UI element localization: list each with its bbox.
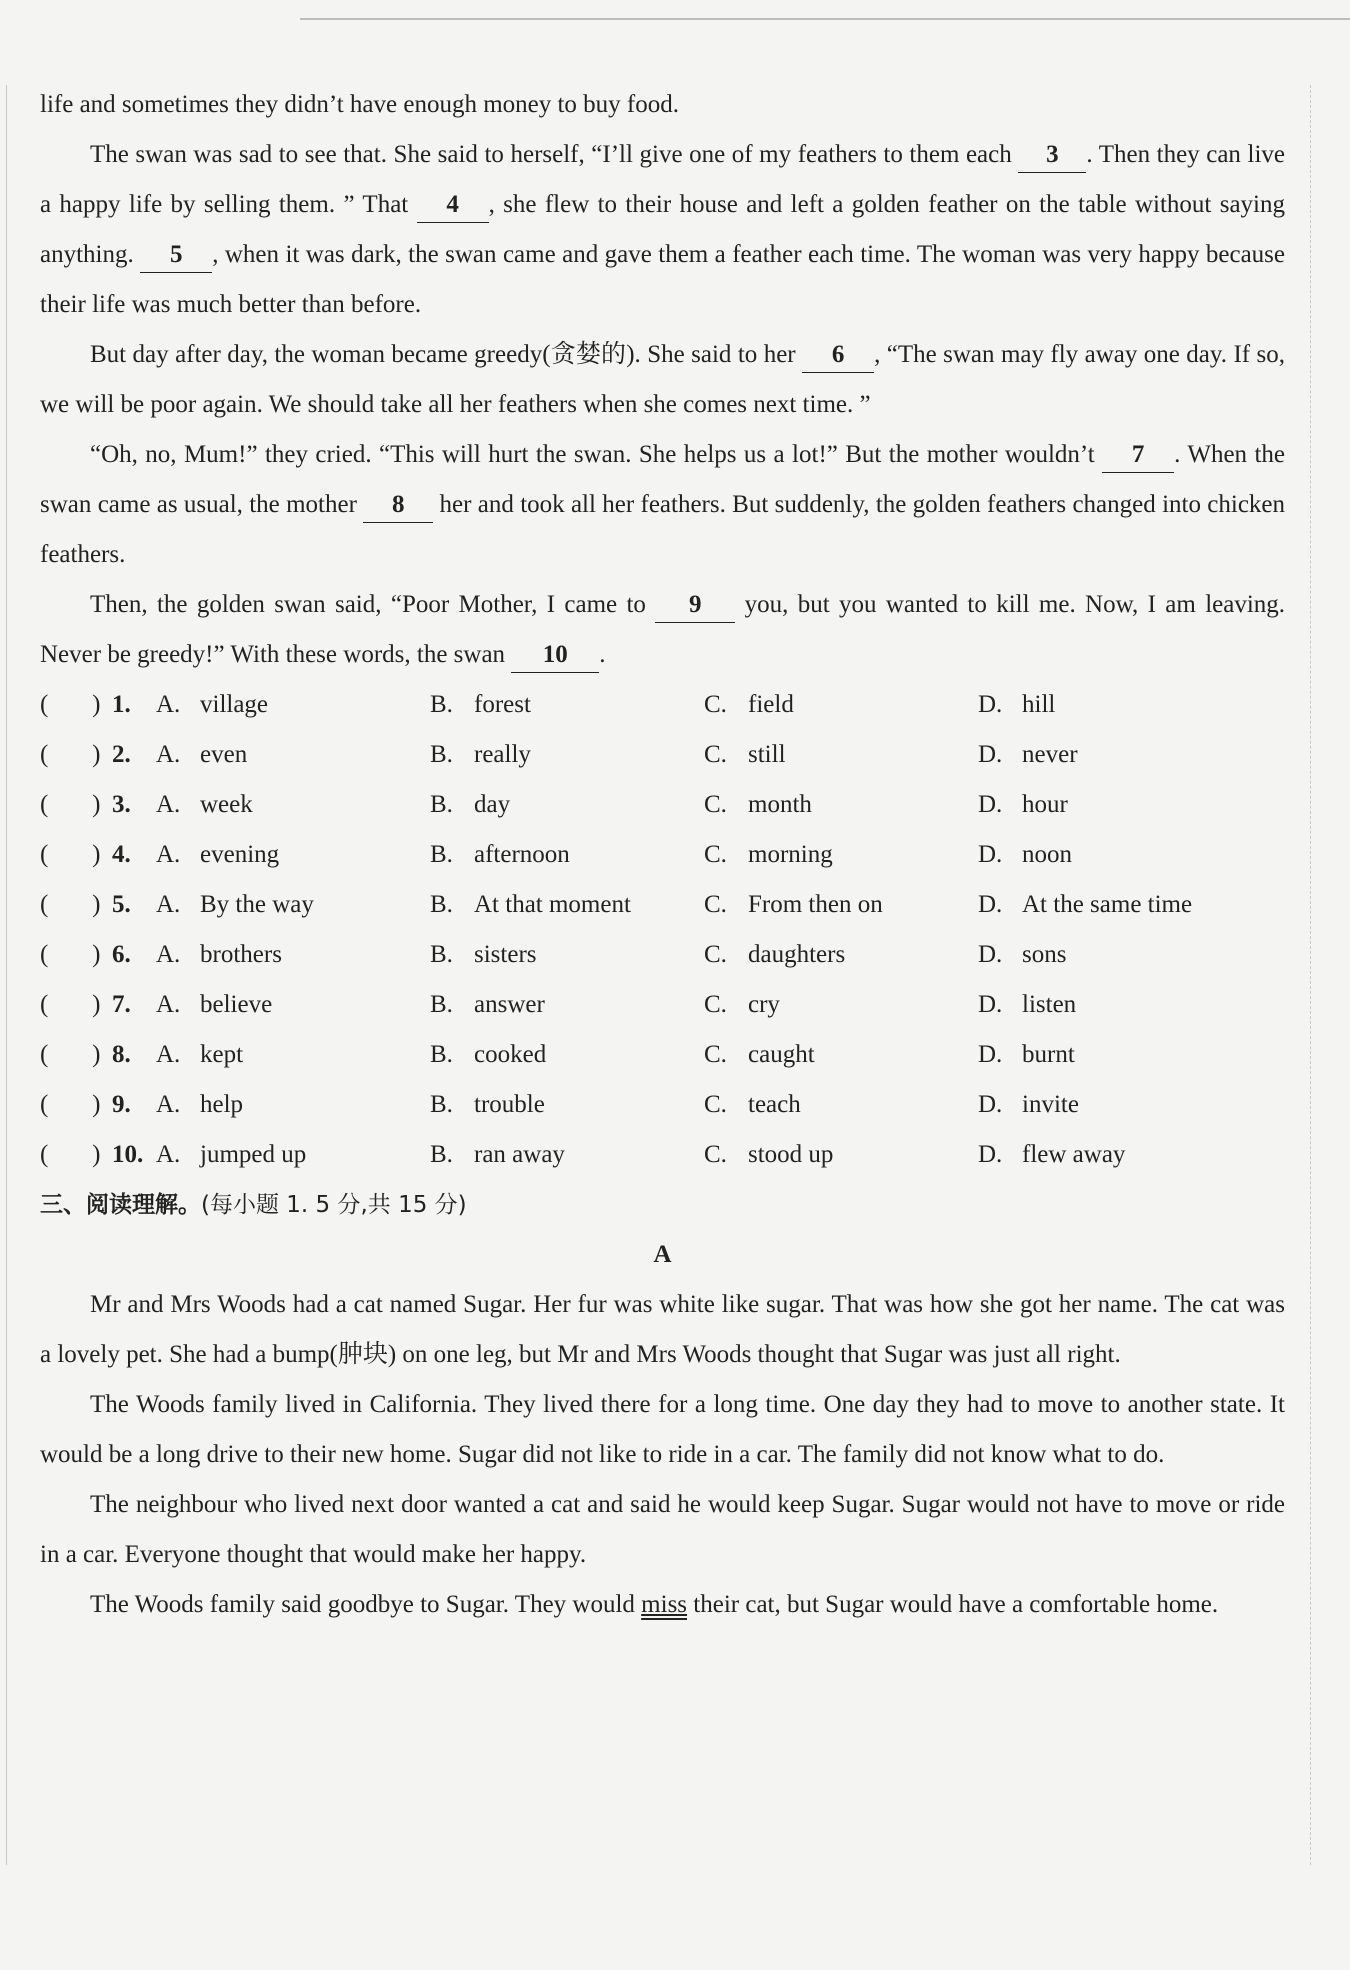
option-label: D. — [978, 1091, 1003, 1118]
option-text: forest — [474, 691, 531, 718]
reading-paragraph-4 — [40, 1580, 1285, 1630]
option-text: even — [200, 741, 248, 768]
passage-heading: A — [653, 1241, 672, 1268]
option-a — [156, 991, 430, 1019]
option-text: hill — [1022, 691, 1056, 718]
option-d — [978, 1141, 1228, 1169]
top-rule — [300, 18, 1350, 20]
text-span: her and took all her feathers. But suddenly, the golden feathers changed into chicken feathers. — [40, 491, 1286, 568]
option-d — [978, 991, 1228, 1019]
answer-bracket[interactable]: ( ) — [40, 841, 101, 868]
option-text: cry — [748, 991, 780, 1018]
option-text: still — [748, 741, 786, 768]
option-b — [430, 1091, 704, 1119]
blank-4: 4 — [417, 188, 489, 223]
option-label: A. — [156, 691, 181, 718]
option-c — [704, 1041, 978, 1069]
option-text: sisters — [474, 941, 537, 968]
text-span: “Oh, no, Mum!” they cried. “This will hurt the swan. She helps us a lot!” But the mother wouldn’t — [90, 441, 1095, 468]
option-label: C. — [704, 1141, 727, 1168]
option-label: C. — [704, 1091, 727, 1118]
option-a — [156, 941, 430, 969]
option-text: day — [474, 791, 511, 818]
blank-10: 10 — [511, 638, 599, 673]
option-text: burnt — [1022, 1041, 1075, 1068]
question-row — [40, 730, 1285, 780]
option-c — [704, 1141, 978, 1169]
option-label: A. — [156, 991, 181, 1018]
option-label: D. — [978, 741, 1003, 768]
question-row — [40, 880, 1285, 930]
option-c — [704, 891, 978, 919]
option-label: A. — [156, 941, 181, 968]
question-number: 6. — [112, 941, 131, 968]
question-row — [40, 1130, 1285, 1180]
reading-paragraph-2: The Woods family lived in California. They lived there for a long time. One day they had to move to another state. It would be a long drive to their new home. Sugar did not like to ride in a car. The family did not know what to do. — [40, 1391, 1285, 1468]
option-label: B. — [430, 1141, 453, 1168]
question-number: 3. — [112, 791, 131, 818]
option-c — [704, 691, 978, 719]
option-text: flew away — [1022, 1141, 1126, 1168]
option-label: B. — [430, 991, 453, 1018]
option-label: A. — [156, 891, 181, 918]
option-label: A. — [156, 1091, 181, 1118]
option-text: morning — [748, 841, 833, 868]
question-row — [40, 680, 1285, 730]
question-row — [40, 930, 1285, 980]
passage-paragraph-2 — [40, 330, 1285, 430]
option-d — [978, 1041, 1228, 1069]
option-a — [156, 891, 430, 919]
text-span: you, but you wanted to kill me. Now, I am leaving. Never be greedy!” With these words, the swan — [40, 591, 1286, 668]
blank-8: 8 — [363, 488, 433, 523]
question-number: 10. — [112, 1141, 144, 1168]
blank-3: 3 — [1018, 138, 1086, 173]
text-span: . Then they can live a happy life by selling them. ” That — [40, 141, 1285, 218]
option-label: C. — [704, 841, 727, 868]
section-score-note: (每小题 1. 5 分,共 15 分) — [201, 1192, 467, 1218]
right-margin-line — [1310, 85, 1312, 1865]
option-text: By the way — [200, 891, 314, 918]
option-label: B. — [430, 1041, 453, 1068]
option-text: village — [200, 691, 269, 718]
option-label: C. — [704, 791, 727, 818]
option-label: B. — [430, 891, 453, 918]
answer-bracket[interactable]: ( ) — [40, 1091, 101, 1118]
question-number: 5. — [112, 891, 131, 918]
passage-paragraph-4 — [40, 580, 1285, 680]
option-a — [156, 791, 430, 819]
option-label: B. — [430, 791, 453, 818]
option-c — [704, 841, 978, 869]
option-label: C. — [704, 941, 727, 968]
text-span: The swan was sad to see that. She said to herself, “I’ll give one of my feathers to them each — [90, 141, 1012, 168]
option-b — [430, 941, 704, 969]
reading-paragraph-3: The neighbour who lived next door wanted a cat and said he would keep Sugar. Sugar would not have to move or ride in a car. Everyone thought that would make her happy. — [40, 1491, 1285, 1568]
option-d — [978, 841, 1228, 869]
option-b — [430, 991, 704, 1019]
option-text: trouble — [474, 1091, 545, 1118]
answer-bracket[interactable]: ( ) — [40, 941, 101, 968]
option-label: C. — [704, 691, 727, 718]
option-text: invite — [1022, 1091, 1079, 1118]
option-text: field — [748, 691, 794, 718]
option-label: A. — [156, 791, 181, 818]
option-label: A. — [156, 741, 181, 768]
text-span: their cat, but Sugar would have a comfortable home. — [693, 1591, 1219, 1618]
text-span: But day after day, the woman became greedy(贪婪的). She said to her — [90, 341, 796, 368]
option-label: A. — [156, 1041, 181, 1068]
option-text: cooked — [474, 1041, 547, 1068]
option-label: D. — [978, 691, 1003, 718]
option-b — [430, 1141, 704, 1169]
option-label: D. — [978, 1041, 1003, 1068]
option-c — [704, 1091, 978, 1119]
answer-bracket[interactable]: ( ) — [40, 1141, 101, 1168]
option-text: daughters — [748, 941, 846, 968]
option-b — [430, 791, 704, 819]
option-text: believe — [200, 991, 273, 1018]
text-span: , when it was dark, the swan came and gave them a feather each time. The woman was very happy because their life was much better than before. — [40, 241, 1285, 318]
answer-bracket[interactable]: ( ) — [40, 741, 101, 768]
option-label: D. — [978, 791, 1003, 818]
option-text: noon — [1022, 841, 1072, 868]
answer-bracket[interactable]: ( ) — [40, 1041, 101, 1068]
option-text: hour — [1022, 791, 1068, 818]
option-text: afternoon — [474, 841, 570, 868]
passage-paragraph-0: life and sometimes they didn’t have enough money to buy food. — [40, 91, 680, 118]
option-c — [704, 791, 978, 819]
option-b — [430, 741, 704, 769]
question-number: 1. — [112, 691, 131, 718]
option-label: B. — [430, 941, 453, 968]
option-text: kept — [200, 1041, 244, 1068]
option-text: jumped up — [200, 1141, 307, 1168]
option-text: teach — [748, 1091, 801, 1118]
option-text: help — [200, 1091, 244, 1118]
question-number: 4. — [112, 841, 131, 868]
option-text: listen — [1022, 991, 1077, 1018]
option-label: B. — [430, 841, 453, 868]
option-a — [156, 841, 430, 869]
option-text: really — [474, 741, 531, 768]
underlined-word: miss — [641, 1591, 688, 1618]
option-text: caught — [748, 1041, 815, 1068]
option-a — [156, 1091, 430, 1119]
passage-paragraph-1 — [40, 130, 1285, 330]
section-heading — [40, 1180, 1285, 1230]
reading-paragraph-1: Mr and Mrs Woods had a cat named Sugar. Her fur was white like sugar. That was how she got her name. The cat was a lovely pet. She had a bump(肿块) on one leg, but Mr and Mrs Woods thought that Sugar was just all right. — [40, 1291, 1285, 1368]
option-label: A. — [156, 841, 181, 868]
option-d — [978, 691, 1228, 719]
blank-6: 6 — [802, 338, 874, 373]
option-label: D. — [978, 891, 1003, 918]
option-c — [704, 991, 978, 1019]
question-number: 2. — [112, 741, 131, 768]
text-span: . — [599, 641, 606, 668]
option-label: D. — [978, 991, 1003, 1018]
option-a — [156, 1141, 430, 1169]
blank-9: 9 — [655, 588, 735, 623]
option-d — [978, 941, 1228, 969]
option-label: B. — [430, 1091, 453, 1118]
blank-5: 5 — [140, 238, 212, 273]
option-text: ran away — [474, 1141, 565, 1168]
option-text: At the same time — [1022, 891, 1193, 918]
question-row — [40, 1080, 1285, 1130]
option-text: At that moment — [474, 891, 631, 918]
question-number: 8. — [112, 1041, 131, 1068]
option-label: A. — [156, 1141, 181, 1168]
question-number: 9. — [112, 1091, 131, 1118]
option-label: C. — [704, 741, 727, 768]
option-d — [978, 791, 1228, 819]
question-row — [40, 830, 1285, 880]
option-label: B. — [430, 741, 453, 768]
option-text: stood up — [748, 1141, 834, 1168]
option-label: D. — [978, 1141, 1003, 1168]
option-b — [430, 891, 704, 919]
text-span: The Woods family said goodbye to Sugar. They would — [90, 1591, 635, 1618]
answer-bracket[interactable]: ( ) — [40, 791, 101, 818]
option-text: never — [1022, 741, 1078, 768]
option-text: answer — [474, 991, 545, 1018]
option-b — [430, 1041, 704, 1069]
option-label: C. — [704, 891, 727, 918]
option-text: evening — [200, 841, 280, 868]
answer-bracket[interactable]: ( ) — [40, 891, 101, 918]
option-c — [704, 941, 978, 969]
option-label: D. — [978, 841, 1003, 868]
option-text: month — [748, 791, 812, 818]
option-label: B. — [430, 691, 453, 718]
question-row — [40, 780, 1285, 830]
option-text: brothers — [200, 941, 282, 968]
option-d — [978, 891, 1228, 919]
text-span: , she flew to their house and left a golden feather on the table without saying anything. — [40, 191, 1285, 268]
option-c — [704, 741, 978, 769]
left-margin-line — [6, 85, 7, 1865]
answer-bracket[interactable]: ( ) — [40, 991, 101, 1018]
option-a — [156, 1041, 430, 1069]
cloze-question-list — [40, 680, 1285, 1180]
option-a — [156, 691, 430, 719]
answer-bracket[interactable]: ( ) — [40, 691, 101, 718]
option-text: From then on — [748, 891, 883, 918]
question-number: 7. — [112, 991, 131, 1018]
option-label: C. — [704, 991, 727, 1018]
text-span: Then, the golden swan said, “Poor Mother, I came to — [90, 591, 646, 618]
option-text: week — [200, 791, 253, 818]
passage-paragraph-3 — [40, 430, 1285, 580]
document-page — [40, 80, 1285, 1630]
option-a — [156, 741, 430, 769]
text-span: . When the swan came as usual, the mother — [40, 441, 1285, 518]
option-d — [978, 741, 1228, 769]
question-row — [40, 980, 1285, 1030]
option-b — [430, 691, 704, 719]
question-row — [40, 1030, 1285, 1080]
option-label: C. — [704, 1041, 727, 1068]
blank-7: 7 — [1102, 438, 1174, 473]
section-title: 三、阅读理解。 — [40, 1192, 201, 1218]
text-span: , “The swan may fly away one day. If so, we will be poor again. We should take all her feathers when she comes next time. ” — [40, 341, 1286, 418]
option-b — [430, 841, 704, 869]
option-d — [978, 1091, 1228, 1119]
option-label: D. — [978, 941, 1003, 968]
option-text: sons — [1022, 941, 1067, 968]
